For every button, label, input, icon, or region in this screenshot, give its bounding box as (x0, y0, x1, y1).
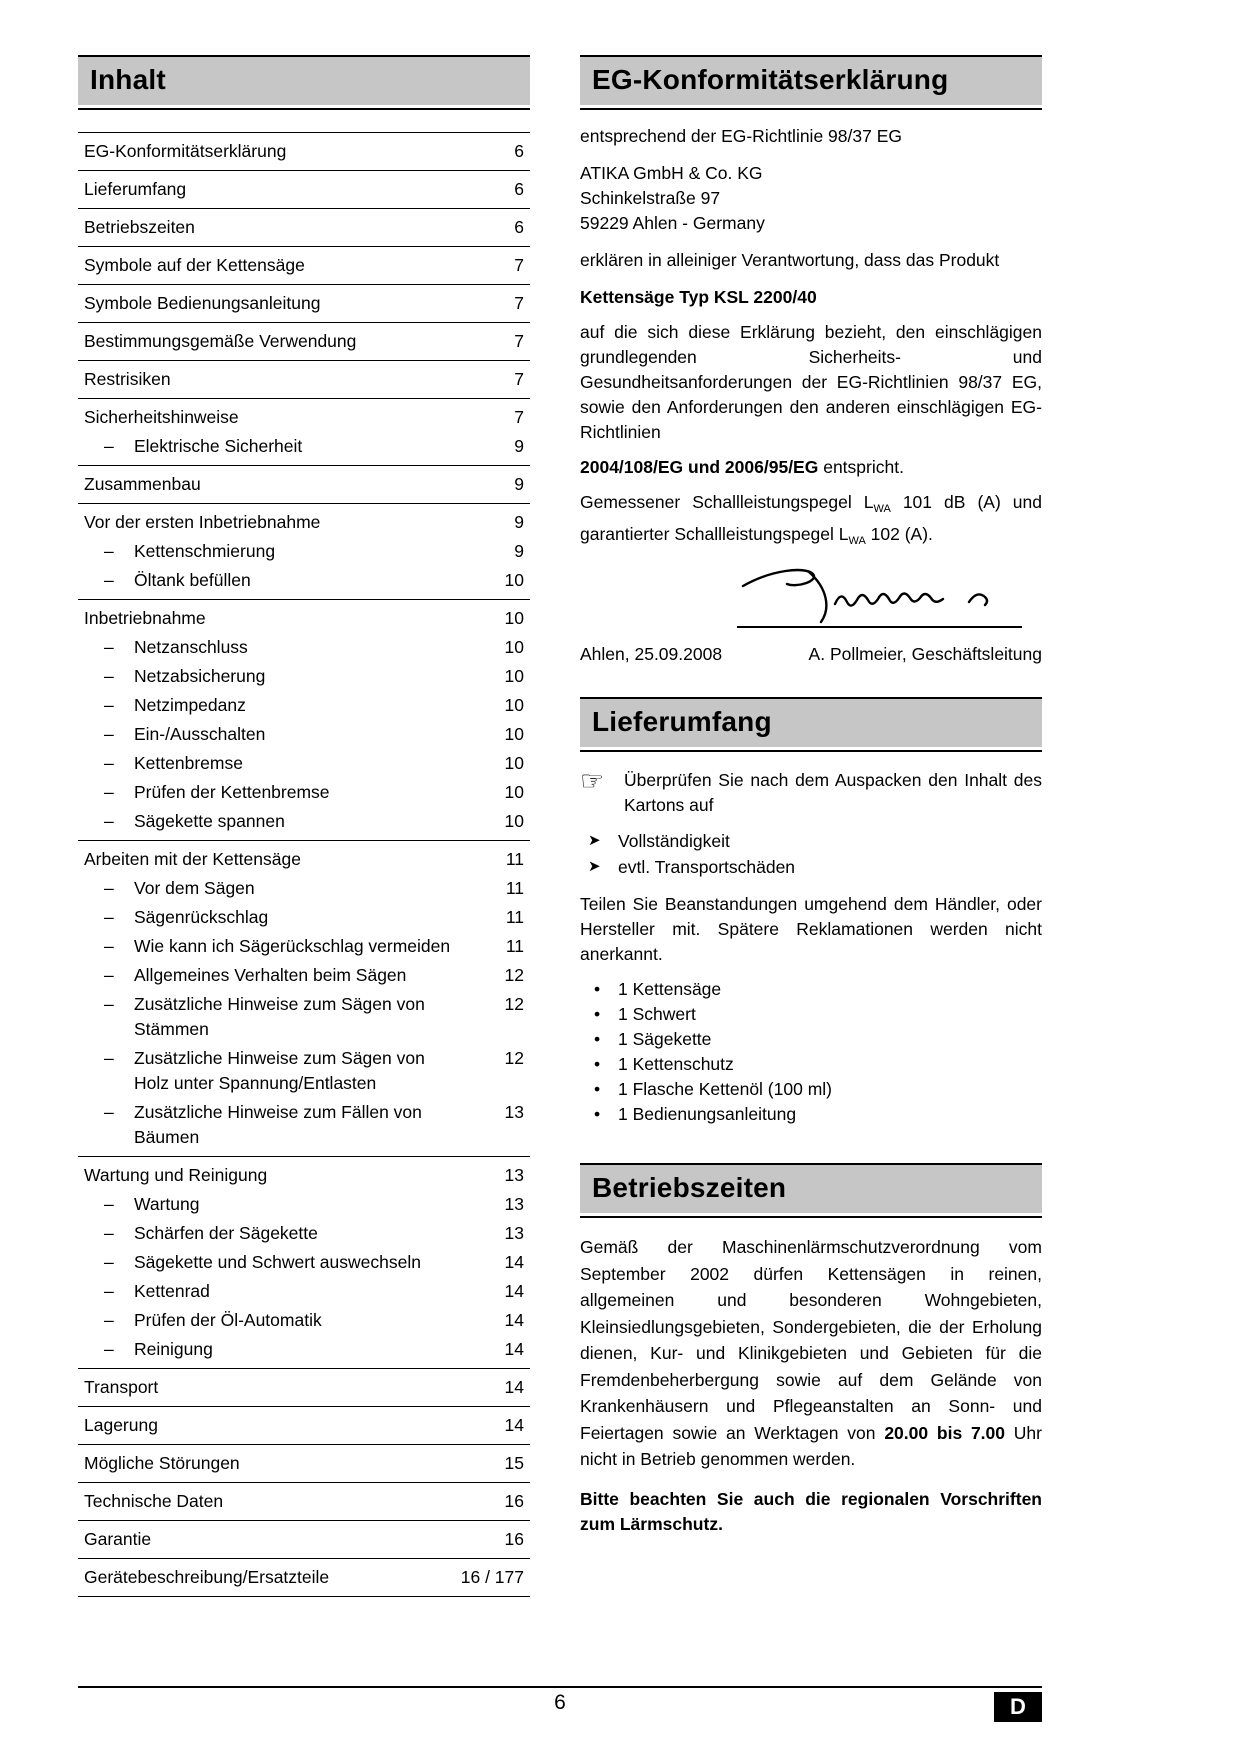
toc-page-number: 13 (504, 1102, 524, 1122)
toc-subrow (78, 961, 530, 990)
toc-group (78, 361, 530, 399)
toc-group (78, 841, 530, 1157)
toc-group (78, 466, 530, 504)
pointing-hand-icon: ☞ (580, 766, 605, 796)
toc-row (78, 251, 530, 280)
toc-subentry-label: Zusätzliche Hinweise zum Sägen von Stämmen (134, 994, 425, 1039)
product-name: Kettensäge Typ KSL 2200/40 (580, 287, 817, 307)
dash-marker: – (104, 570, 114, 590)
toc-row (78, 1487, 530, 1516)
package-item-label: 1 Bedienungsanleitung (618, 1104, 797, 1124)
bullet-icon: • (594, 1029, 601, 1049)
toc-row (78, 604, 530, 633)
toc-page-number: 10 (504, 724, 524, 744)
toc-page-number: 9 (514, 541, 524, 561)
check-item-label: evtl. Transportschäden (618, 857, 796, 877)
toc-subentry-label: Wartung (134, 1194, 200, 1214)
package-item-label: 1 Kettenschutz (618, 1054, 734, 1074)
toc-page-number: 16 (504, 1529, 524, 1549)
operating-times-section (580, 1163, 1042, 1537)
toc-subentry-label: Vor dem Sägen (134, 878, 255, 898)
toc-page-number: 10 (504, 695, 524, 715)
toc-page-number: 12 (504, 994, 524, 1014)
operating-times-header (580, 1163, 1042, 1218)
toc-subrow (78, 633, 530, 662)
directives-line (580, 455, 1042, 480)
noise-subscript: WA (848, 535, 866, 547)
declaration-body: auf die sich diese Erklärung bezieht, den einschlägigen grundlegenden Sicherheits- und Gesundheitsanforderungen der EG-Richtlinien 98/37 EG, sowie den Anforderungen den anderen einschlägigen EG-Richtlinien (580, 322, 1042, 442)
toc-group (78, 285, 530, 323)
delivery-title: Lieferumfang (580, 697, 1042, 747)
toc-page-number: 14 (504, 1415, 524, 1435)
toc-group (78, 504, 530, 600)
toc-page-number: 6 (514, 179, 524, 199)
dash-marker: – (104, 1102, 114, 1122)
toc-page-number: 7 (514, 293, 524, 313)
toc-subrow (78, 932, 530, 961)
toc-page-number: 7 (514, 407, 524, 427)
manufacturer-address (580, 161, 1042, 236)
table-of-contents (78, 132, 530, 1597)
arrow-bullet-icon: ➤ (588, 832, 601, 849)
toc-subentry-label: Sägekette und Schwert auswechseln (134, 1252, 421, 1272)
package-contents-list (580, 977, 1042, 1127)
bullet-icon: • (594, 979, 601, 999)
toc-page-number: 16 (504, 1491, 524, 1511)
toc-page-number: 12 (504, 965, 524, 985)
toc-subrow (78, 903, 530, 932)
toc-subrow (78, 990, 530, 1044)
check-item (580, 854, 1042, 880)
toc-page-number: 16 / 177 (460, 1567, 524, 1587)
toc-subentry-label: Öltank befüllen (134, 570, 251, 590)
toc-page-number: 10 (504, 782, 524, 802)
toc-page-number: 7 (514, 255, 524, 275)
toc-subrow (78, 1044, 530, 1098)
toc-row (78, 137, 530, 166)
dash-marker: – (104, 724, 114, 744)
dash-marker: – (104, 994, 114, 1014)
bullet-icon: • (594, 1054, 601, 1074)
toc-page-number: 13 (504, 1223, 524, 1243)
toc-page-number: 7 (514, 331, 524, 351)
toc-subentry-label: Elektrische Sicherheit (134, 436, 303, 456)
toc-page-number: 13 (504, 1194, 524, 1214)
toc-row (78, 1449, 530, 1478)
toc-subrow (78, 749, 530, 778)
toc-page-number: 9 (514, 436, 524, 456)
toc-subrow (78, 662, 530, 691)
toc-subrow (78, 874, 530, 903)
toc-row (78, 175, 530, 204)
toc-page-number: 15 (504, 1453, 524, 1473)
directives-rest: entspricht. (818, 457, 904, 477)
toc-page-number: 6 (514, 141, 524, 161)
toc-subentry-label: Prüfen der Kettenbremse (134, 782, 330, 802)
toc-subentry-label: Prüfen der Öl-Automatik (134, 1310, 322, 1330)
toc-row (78, 327, 530, 356)
toc-page-number: 10 (504, 811, 524, 831)
declaration-subtitle: entsprechend der EG-Richtlinie 98/37 EG (580, 126, 902, 146)
toc-sublist (78, 537, 530, 595)
package-item (580, 1077, 1042, 1102)
toc-subentry-label: Kettenschmierung (134, 541, 276, 561)
dash-marker: – (104, 1281, 114, 1301)
dash-marker: – (104, 753, 114, 773)
toc-group (78, 1407, 530, 1445)
toc-row (78, 365, 530, 394)
toc-page-number: 10 (504, 570, 524, 590)
dash-marker: – (104, 907, 114, 927)
toc-subentry-label: Netzimpedanz (134, 695, 246, 715)
package-item (580, 1027, 1042, 1052)
toc-group (78, 1157, 530, 1369)
date-place: Ahlen, 25.09.2008 (580, 644, 723, 664)
signature-image (737, 562, 1022, 624)
page-number: 6 (554, 1691, 566, 1714)
toc-group (78, 1521, 530, 1559)
toc-entry-label: Zusammenbau (84, 474, 201, 494)
toc-page-number: 7 (514, 369, 524, 389)
toc-page-number: 9 (514, 512, 524, 532)
toc-entry-label: Inbetriebnahme (84, 608, 206, 628)
dash-marker: – (104, 936, 114, 956)
toc-header (78, 55, 530, 110)
check-item-label: Vollständigkeit (618, 831, 730, 851)
toc-row (78, 1411, 530, 1440)
toc-entry-label: Restrisiken (84, 369, 171, 389)
toc-subrow (78, 432, 530, 461)
toc-row (78, 1373, 530, 1402)
dash-marker: – (104, 965, 114, 985)
noise-text: 101 dB (A) und garantierter Schallleistungspegel L (580, 492, 1042, 544)
toc-entry-label: Garantie (84, 1529, 152, 1549)
package-item-label: 1 Kettensäge (618, 979, 722, 999)
address-line: Schinkelstraße 97 (580, 188, 721, 208)
toc-entry-label: Betriebszeiten (84, 217, 195, 237)
toc-page-number: 10 (504, 666, 524, 686)
bullet-icon: • (594, 1104, 601, 1124)
dash-marker: – (104, 436, 114, 456)
toc-row (78, 213, 530, 242)
dash-marker: – (104, 1252, 114, 1272)
toc-entry-label: Gerätebeschreibung/Ersatzteile (84, 1567, 330, 1587)
toc-subrow (78, 1306, 530, 1335)
toc-page-number: 14 (504, 1377, 524, 1397)
directives-bold: 2004/108/EG und 2006/95/EG (580, 457, 819, 477)
toc-row (78, 508, 530, 537)
toc-subrow (78, 1219, 530, 1248)
toc-entry-label: EG-Konformitätserklärung (84, 141, 287, 161)
toc-row (78, 470, 530, 499)
toc-sublist (78, 432, 530, 461)
toc-entry-label: Mögliche Störungen (84, 1453, 240, 1473)
toc-group (78, 600, 530, 841)
arrow-bullet-icon: ➤ (588, 858, 601, 875)
content-column (580, 55, 1042, 1537)
toc-subentry-label: Sägenrückschlag (134, 907, 269, 927)
toc-group (78, 323, 530, 361)
dash-marker: – (104, 1223, 114, 1243)
operating-times-text: Uhr nicht in Betrieb genommen werden. (580, 1422, 1042, 1469)
dash-marker: – (104, 695, 114, 715)
toc-subentry-label: Reinigung (134, 1339, 213, 1359)
toc-subentry-label: Zusätzliche Hinweise zum Sägen von Holz unter Spannung/Entlasten (134, 1048, 425, 1093)
toc-entry-label: Symbole auf der Kettensäge (84, 255, 305, 275)
toc-subrow (78, 1098, 530, 1152)
noise-regulations-note: Bitte beachten Sie auch die regionalen Vorschriften zum Lärmschutz. (580, 1488, 1042, 1534)
noise-text: 102 (A). (865, 524, 933, 544)
toc-page-number: 12 (504, 1048, 524, 1068)
toc-entry-label: Lieferumfang (84, 179, 187, 199)
toc-subentry-label: Kettenrad (134, 1281, 210, 1301)
toc-page-number: 9 (514, 474, 524, 494)
toc-title: Inhalt (78, 55, 530, 105)
toc-page-number: 14 (504, 1281, 524, 1301)
toc-page-number: 14 (504, 1339, 524, 1359)
toc-group (78, 209, 530, 247)
toc-group (78, 1483, 530, 1521)
operating-times-hours: 20.00 bis 7.00 (884, 1422, 1006, 1443)
declaration-section (580, 55, 1042, 667)
toc-subrow (78, 566, 530, 595)
noise-subscript: WA (873, 503, 891, 515)
toc-group (78, 1559, 530, 1597)
toc-page-number: 10 (504, 637, 524, 657)
toc-row (78, 1525, 530, 1554)
package-item-label: 1 Schwert (618, 1004, 696, 1024)
dash-marker: – (104, 782, 114, 802)
dash-marker: – (104, 1310, 114, 1330)
toc-entry-label: Arbeiten mit der Kettensäge (84, 849, 301, 869)
toc-page-number: 6 (514, 217, 524, 237)
dash-marker: – (104, 541, 114, 561)
country-badge: D (994, 1692, 1042, 1722)
address-line: ATIKA GmbH & Co. KG (580, 163, 763, 183)
toc-page-number: 14 (504, 1310, 524, 1330)
dash-marker: – (104, 666, 114, 686)
delivery-section (580, 697, 1042, 1127)
declaration-header (580, 55, 1042, 110)
toc-subentry-label: Kettenbremse (134, 753, 243, 773)
signature-caption-row (580, 642, 1042, 667)
toc-row (78, 1161, 530, 1190)
noise-level-line (580, 490, 1042, 554)
unpack-note-row (580, 768, 1042, 818)
toc-page-number: 11 (505, 849, 524, 869)
complaint-note: Teilen Sie Beanstandungen umgehend dem Händler, oder Hersteller mit. Spätere Reklamationen werden nicht anerkannt. (580, 894, 1042, 964)
toc-page-number: 14 (504, 1252, 524, 1272)
toc-sublist (78, 874, 530, 1152)
toc-subentry-label: Ein-/Ausschalten (134, 724, 266, 744)
toc-group (78, 171, 530, 209)
toc-entry-label: Transport (84, 1377, 159, 1397)
operating-times-title: Betriebszeiten (580, 1163, 1042, 1213)
check-item (580, 828, 1042, 854)
toc-row (78, 1563, 530, 1592)
signature-block (737, 562, 1022, 628)
toc-page-number: 11 (505, 878, 524, 898)
bullet-icon: • (594, 1004, 601, 1024)
package-item (580, 977, 1042, 1002)
unpack-note: Überprüfen Sie nach dem Auspacken den Inhalt des Kartons auf (624, 770, 1042, 815)
toc-group (78, 1369, 530, 1407)
toc-subrow (78, 537, 530, 566)
toc-subrow (78, 691, 530, 720)
toc-subrow (78, 1277, 530, 1306)
declaration-title: EG-Konformitätserklärung (580, 55, 1042, 105)
toc-page-number: 10 (504, 753, 524, 773)
toc-subrow (78, 778, 530, 807)
toc-entry-label: Sicherheitshinweise (84, 407, 239, 427)
check-list (580, 828, 1042, 880)
toc-entry-label: Symbole Bedienungsanleitung (84, 293, 321, 313)
package-item (580, 1102, 1042, 1127)
toc-page-number: 10 (504, 608, 524, 628)
bullet-icon: • (594, 1079, 601, 1099)
noise-text: Gemessener Schallleistungspegel L (580, 492, 874, 512)
operating-times-text: Gemäß der Maschinenlärmschutzverordnung vom September 2002 dürfen Kettensägen in reinen, allgemeinen und besonderen Wohngebieten, Kleinsiedlungsgebieten, Sondergebieten, die der Erholung dienen, Kur- und Klinikgebieten und Gebieten für die Fremdenbeherbergung sowie auf dem Gelände von Krankenhäusern und Pflegeanstalten an Sonn- und Feiertagen sowie an Werktagen von (580, 1237, 1042, 1443)
toc-column (78, 55, 530, 1597)
toc-subentry-label: Zusätzliche Hinweise zum Fällen von Bäumen (134, 1102, 422, 1147)
toc-row (78, 403, 530, 432)
toc-subrow (78, 1248, 530, 1277)
toc-subentry-label: Wie kann ich Sägerückschlag vermeiden (134, 936, 451, 956)
toc-subentry-label: Netzabsicherung (134, 666, 266, 686)
toc-subentry-label: Netzanschluss (134, 637, 248, 657)
footer-rule (78, 1686, 1042, 1688)
dash-marker: – (104, 637, 114, 657)
toc-subentry-label: Allgemeines Verhalten beim Sägen (134, 965, 407, 985)
toc-entry-label: Lagerung (84, 1415, 158, 1435)
toc-page-number: 11 (505, 907, 524, 927)
toc-subrow (78, 807, 530, 836)
toc-group (78, 133, 530, 171)
dash-marker: – (104, 1048, 114, 1068)
dash-marker: – (104, 1339, 114, 1359)
package-item-label: 1 Flasche Kettenöl (100 ml) (618, 1079, 832, 1099)
signatory: A. Pollmeier, Geschäftsleitung (808, 644, 1042, 664)
operating-times-body (580, 1234, 1042, 1473)
toc-subrow (78, 1190, 530, 1219)
toc-subentry-label: Sägekette spannen (134, 811, 285, 831)
toc-group (78, 399, 530, 466)
dash-marker: – (104, 878, 114, 898)
address-line: 59229 Ahlen - Germany (580, 213, 765, 233)
dash-marker: – (104, 1194, 114, 1214)
toc-sublist (78, 1190, 530, 1364)
package-item-label: 1 Sägekette (618, 1029, 712, 1049)
toc-entry-label: Bestimmungsgemäße Verwendung (84, 331, 357, 351)
toc-page-number: 11 (505, 936, 524, 956)
toc-group (78, 247, 530, 285)
toc-subrow (78, 1335, 530, 1364)
toc-row (78, 289, 530, 318)
toc-group (78, 1445, 530, 1483)
toc-subentry-label: Schärfen der Sägekette (134, 1223, 318, 1243)
package-item (580, 1052, 1042, 1077)
toc-sublist (78, 633, 530, 836)
toc-row (78, 845, 530, 874)
package-item (580, 1002, 1042, 1027)
declaration-statement: erklären in alleiniger Verantwortung, dass das Produkt (580, 250, 1000, 270)
toc-entry-label: Technische Daten (84, 1491, 224, 1511)
toc-page-number: 13 (504, 1165, 524, 1185)
delivery-header (580, 697, 1042, 752)
dash-marker: – (104, 811, 114, 831)
toc-entry-label: Wartung und Reinigung (84, 1165, 268, 1185)
toc-entry-label: Vor der ersten Inbetriebnahme (84, 512, 321, 532)
toc-subrow (78, 720, 530, 749)
